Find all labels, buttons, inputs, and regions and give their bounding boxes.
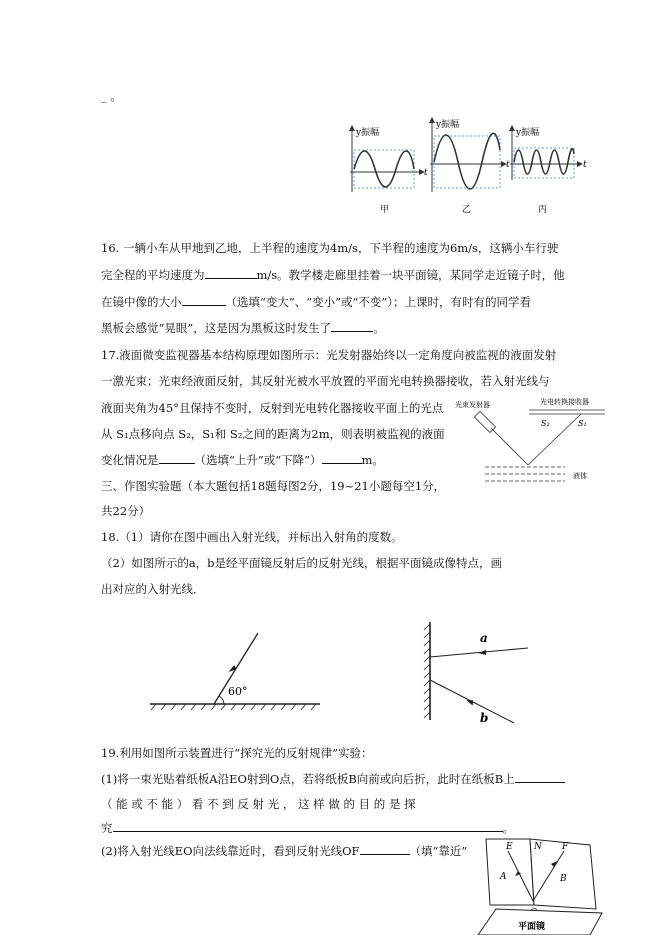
caption-jia: 甲 xyxy=(380,205,390,215)
wave-y-label: y振幅 xyxy=(356,128,380,138)
q19-line3: （ 能 或 不 能 ） 看 不 到 反 射 光 ， 这 样 做 的 目 的 是 探 xyxy=(101,797,416,811)
svg-text:S₂: S₂ xyxy=(541,419,550,428)
answer-blank xyxy=(360,843,410,855)
answer-blank xyxy=(182,294,226,306)
svg-text:a: a xyxy=(480,631,488,645)
q17-line2: 一激光束；光束经液面反射，其反射光被水平放置的平面光电转换器接收，若入射光线与 xyxy=(101,374,550,388)
emitter-label: 光束发射器 xyxy=(455,401,490,409)
svg-text:y振幅: y振幅 xyxy=(436,120,460,130)
section3-line2: 共22分） xyxy=(101,504,151,518)
answer-blank xyxy=(515,771,565,783)
q18-line3: 出对应的入射光线． xyxy=(101,582,205,596)
answer-blank xyxy=(331,320,373,332)
q19-line4: 究 。 xyxy=(101,821,514,835)
reflection-board-figure xyxy=(478,835,608,935)
answer-blank xyxy=(322,452,362,464)
svg-text:b: b xyxy=(480,711,489,725)
answer-blank xyxy=(159,452,195,464)
svg-text:A: A xyxy=(500,872,507,882)
angle-label: 60° xyxy=(228,685,248,698)
wave-curve-bing xyxy=(514,149,574,174)
liquid-label: 液体 xyxy=(573,472,587,480)
q16-line3: 在镜中像的大小 （选填“变大”、“变小”或“不变”）；上课时，有时有的同学看 xyxy=(101,295,532,309)
incident-beam xyxy=(491,428,528,465)
svg-text:F: F xyxy=(562,842,569,852)
svg-text:N: N xyxy=(534,842,542,852)
svg-text:E: E xyxy=(506,842,513,852)
wave-figure xyxy=(340,120,590,220)
svg-text:t: t xyxy=(424,168,428,178)
wave-curve-yi xyxy=(434,133,500,189)
svg-text:t: t xyxy=(583,160,587,170)
wave-panel-jia xyxy=(350,126,428,215)
wave-curve-jia xyxy=(354,151,414,187)
q18-line2: （2）如图所示的a，b是经平面镜反射后的反射光线，根据平面镜成像特点，画 xyxy=(101,556,503,570)
q17-line3: 液面夹角为45°且保持不变时，反射到光电转化器接收平面上的光点 xyxy=(101,401,444,415)
q18-line1: 18.（1）请你在图中画出入射光线，并标出入射角的度数。 xyxy=(101,530,403,544)
mirror-rays-figure xyxy=(410,620,540,730)
q17-line5: 变化情况是 （选填“上升”或“下降”） m。 xyxy=(101,453,384,467)
surface-ray-figure xyxy=(150,625,330,715)
converter-label: 光电转换接收器 xyxy=(540,398,589,406)
wave-panel-yi xyxy=(430,118,510,215)
ray-a xyxy=(430,648,528,657)
answer-blank xyxy=(113,820,503,832)
svg-text:B: B xyxy=(560,874,567,884)
section3-line1: 三、作图实验题（本大题包括18题每图2分，19~21小题每空1分， xyxy=(101,479,446,493)
caption-bing: 丙 xyxy=(538,205,548,215)
wave-panel-bing xyxy=(510,126,587,215)
q19-line2: (1)将一束光贴着纸板A沿EO射到O点，若将纸板B向前或向后折，此时在纸板B上 xyxy=(101,771,565,787)
answer-blank xyxy=(205,267,257,279)
q16-line2: 完全程的平均速度为 m/s。教学楼走廊里挂着一块平面镜，某同学走近镜子时，他 xyxy=(101,268,565,282)
q17-line1: 17.液面微变监视器基本结构原理如图所示：光发射器始终以一定角度向被监视的液面发射 xyxy=(101,348,557,362)
q16-line1: 16. 一辆小车从甲地到乙地，上半程的速度为4m/s，下半程的速度为6m/s，这辆小车行驶 xyxy=(101,241,559,255)
q19-line5: (2)将入射光线EO向法线靠近时，看到反射光线OF （填“靠近” xyxy=(101,844,468,858)
reflected-beam xyxy=(528,414,581,465)
q16-line4: 黑板会感觉“晃眼”，这是因为黑板这时发生了 。 xyxy=(101,321,385,335)
svg-text:t: t xyxy=(506,160,510,170)
liquid-monitor-figure xyxy=(455,392,625,492)
caption-yi: 乙 xyxy=(462,205,472,215)
q19-line1: 19.利用如图所示装置进行“探究光的反射规律”实验： xyxy=(101,746,373,760)
svg-text:S₁: S₁ xyxy=(578,419,587,428)
top-fragment: _ 。 xyxy=(101,89,122,103)
q17-line4: 从 S₁点移向点 S₂，S₁和 S₂之间的距离为2m，则表明被监视的液面 xyxy=(101,427,445,441)
svg-text:y振幅: y振幅 xyxy=(516,128,540,138)
mirror-label: 平面镜 xyxy=(518,922,546,932)
